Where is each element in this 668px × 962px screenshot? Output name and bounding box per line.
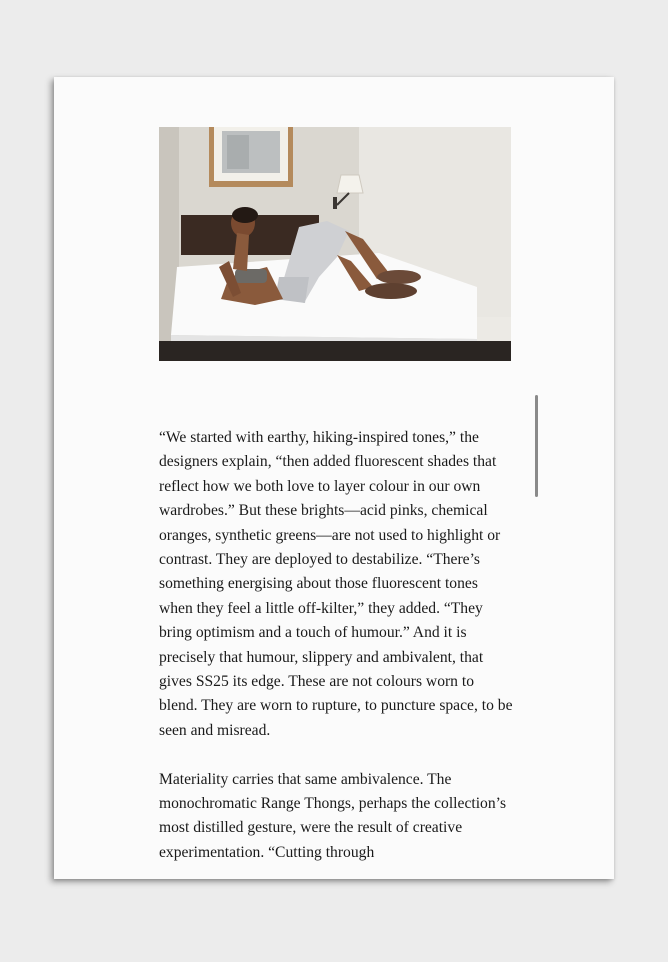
scrollbar-thumb[interactable] [535, 395, 538, 497]
article-body [159, 426, 515, 861]
photo-illustration [159, 127, 511, 361]
document-page [54, 77, 614, 879]
article-paragraph: Materiality carries that same ambivalence. The monochromatic Range Thongs, perhaps the collection’s most distilled gesture, were the result of creative experimentation. “Cutting through [159, 770, 507, 861]
editorial-photo [159, 127, 511, 361]
article-paragraph: “We started with earthy, hiking-inspired tones,” the designers explain, “then added fluorescent shades that reflect how we both love to layer colour in our own wardrobes.” But these brights—acid pinks, chemical oranges, synthetic greens—are not used to highlight or contrast. They are deployed to destabilize. “There’s something energising about those fluorescent tones when they feel a little off-kilter,” they added. “They bring optimism and a touch of humour.” And it is precisely that humour, slippery and ambivalent, that gives SS25 its edge. These are not colours worn to blend. They are worn to rupture, to puncture space, to be seen and misread. [159, 429, 513, 739]
